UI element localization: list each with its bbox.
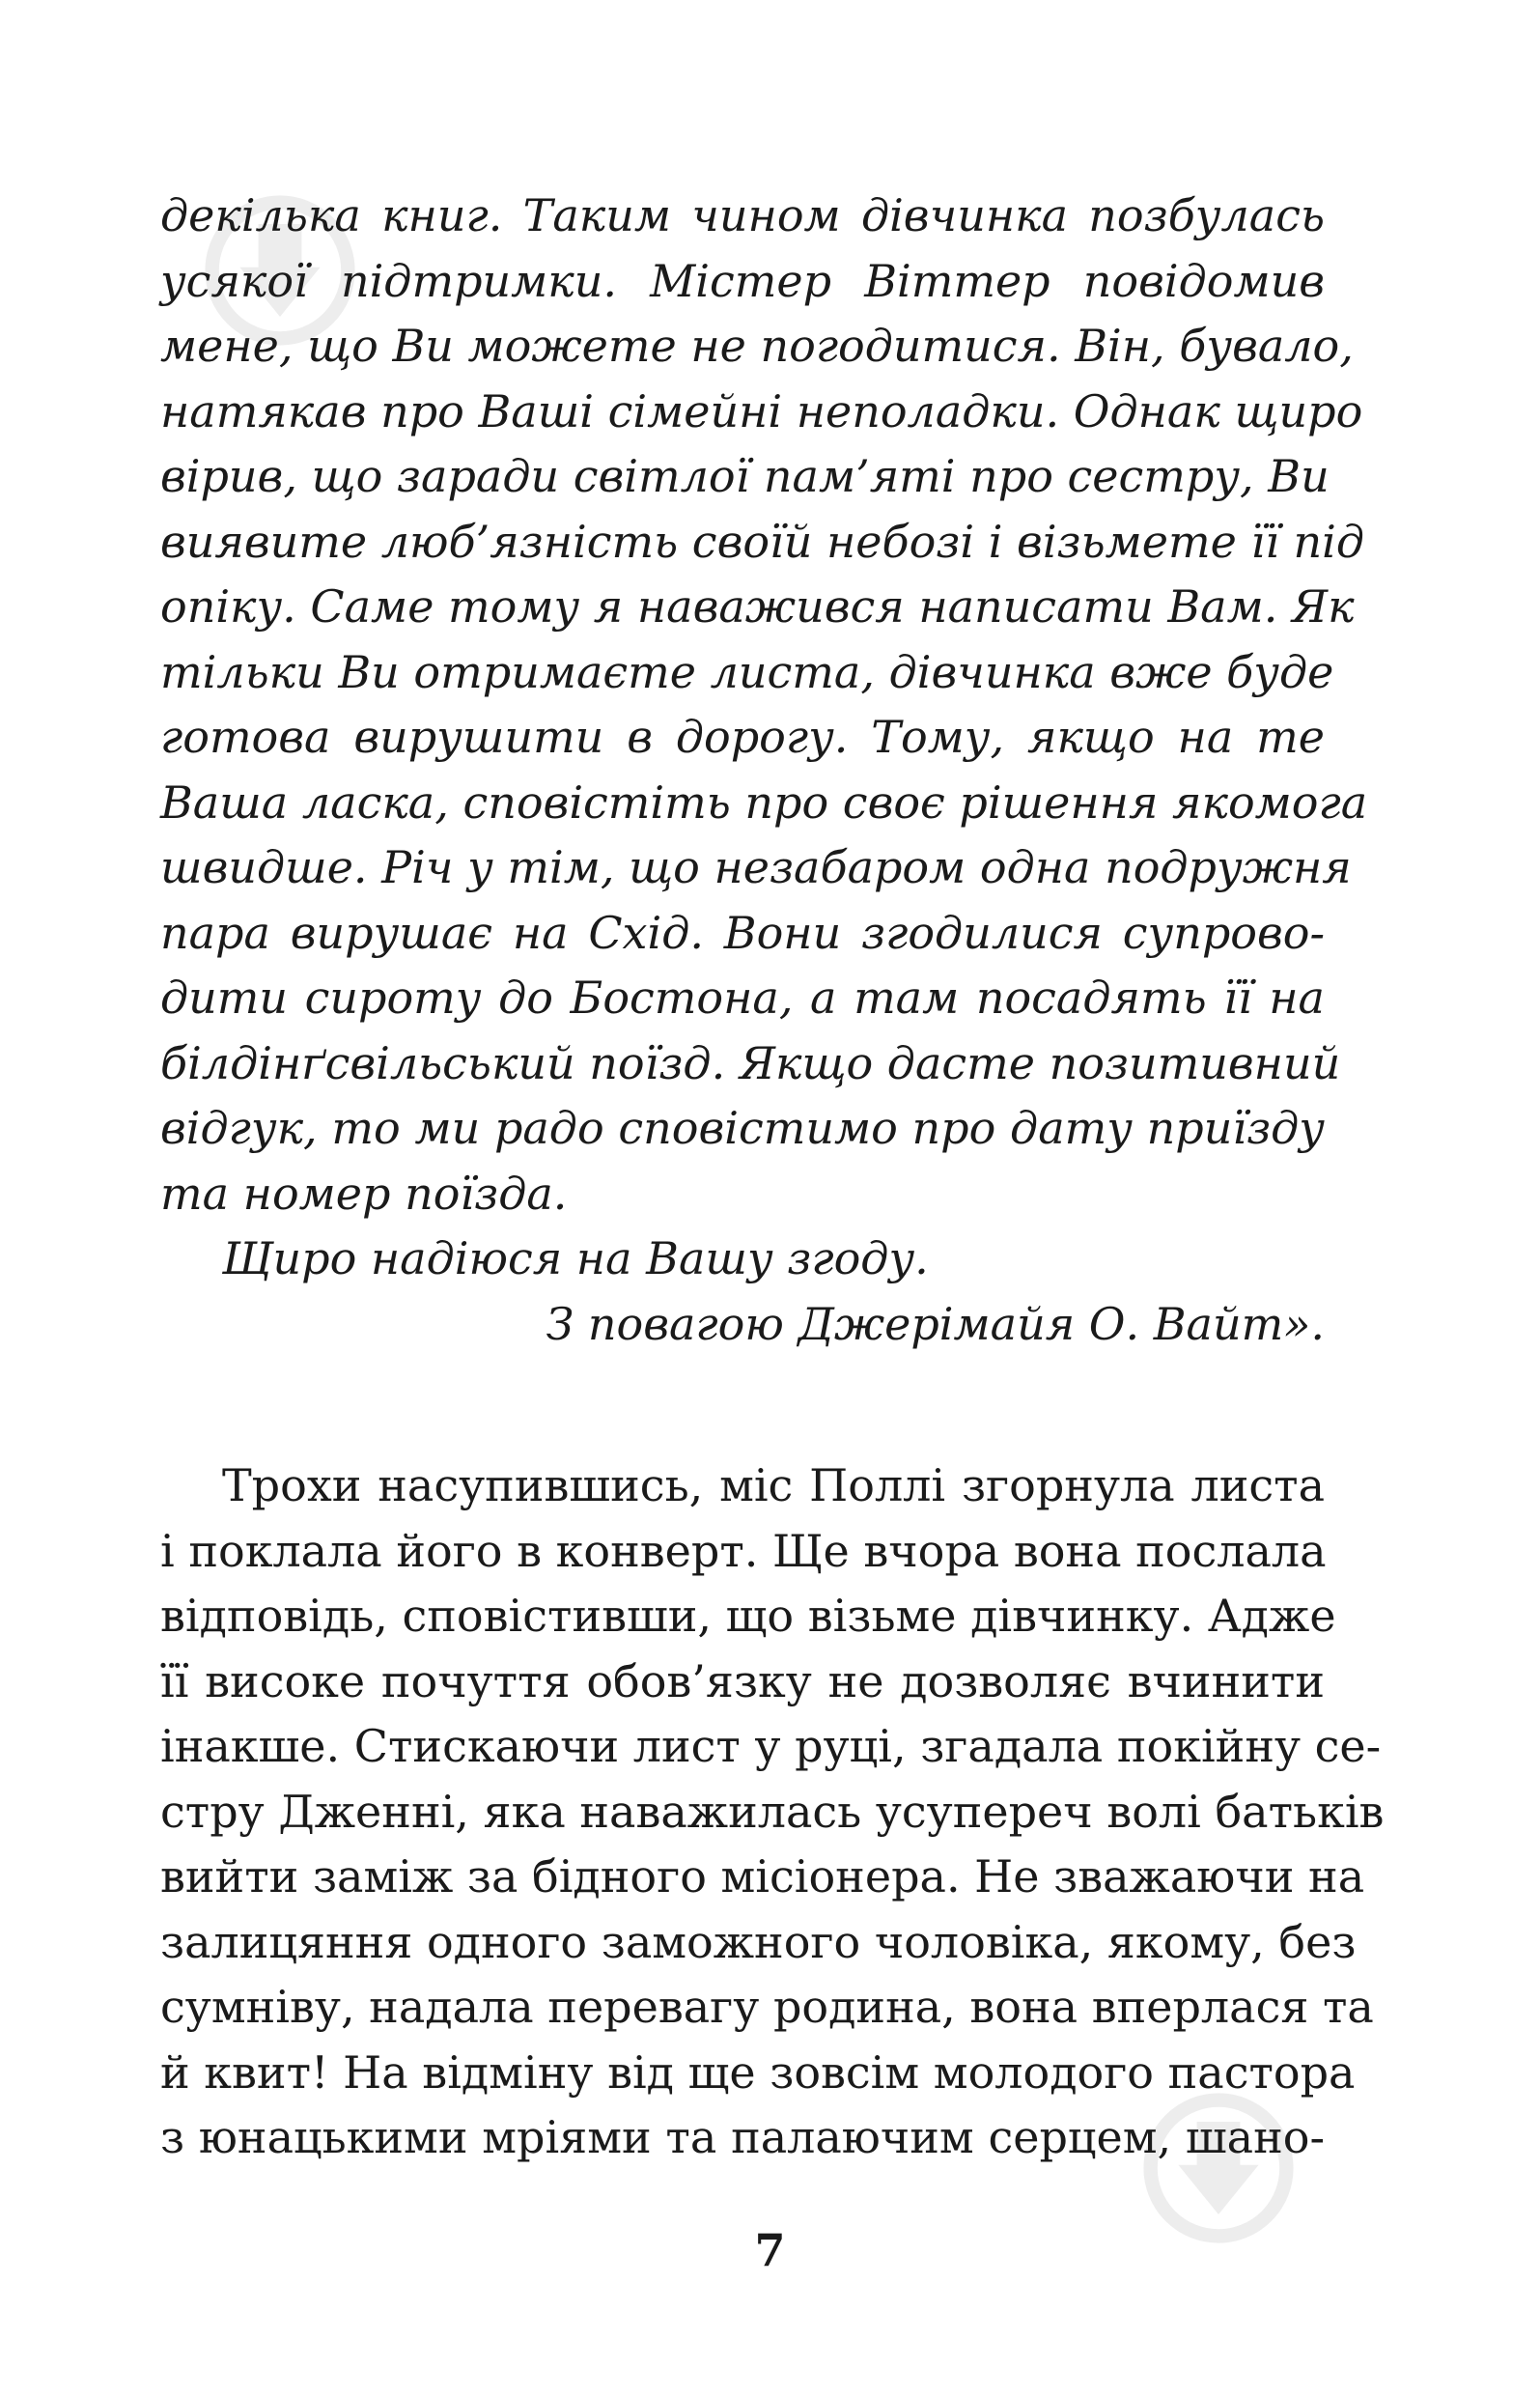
letter-line: вірив, що заради світлої пам’яті про сестру, Ви xyxy=(160,450,1330,502)
paragraph-line: і поклала його в конверт. Ще вчора вона послала xyxy=(160,1524,1327,1577)
paragraph-line: інакше. Стискаючи лист у руці, згадала покійну се- xyxy=(160,1720,1382,1772)
paragraph-line: сумніву, надала перевагу родина, вона вперлася та xyxy=(160,1981,1374,2033)
letter-line: усякої підтримки. Містер Віттер повідомив xyxy=(160,254,1325,307)
page-number: 7 xyxy=(754,2224,786,2276)
paragraph-line: й квит! На відміну від ще зовсім молодого пастора xyxy=(160,2045,1356,2099)
paragraph-line: стру Дженні, яка наважилась усупереч волі батьків xyxy=(160,1785,1385,1838)
paragraph-line: Трохи насупившись, міс Поллі згорнула листа xyxy=(222,1459,1325,1511)
narrative-paragraph xyxy=(160,1453,1385,2171)
letter-line: виявите люб’язність своїй небозі і візьмете її під xyxy=(160,515,1365,568)
letter-line: швидше. Річ у тім, що незабаром одна подружня xyxy=(160,841,1352,893)
paragraph-line: вийти заміж за бідного місіонера. Не зважаючи на xyxy=(160,1850,1365,1903)
letter-line: Ваша ласка, сповістіть про своє рішення якомога xyxy=(160,775,1368,829)
paragraph-line: відповідь, сповістивши, що візьме дівчинку. Адже xyxy=(160,1590,1336,1642)
letter-closing: Щиро надіюся на Вашу згоду. xyxy=(222,1232,929,1284)
letter-line: та номер поїзда. xyxy=(160,1167,568,1220)
letter-line: дити сироту до Бостона, а там посадять її на xyxy=(160,972,1325,1024)
letter-line: мене, що Ви можете не погодитися. Він, бувало, xyxy=(160,320,1354,372)
letter-line: декілька книг. Таким чином дівчинка позбулась xyxy=(160,189,1325,241)
letter-line: натякав про Ваші сімейні неполадки. Однак щиро xyxy=(160,384,1363,437)
letter-line: опіку. Саме тому я наважився написати Вам. Як xyxy=(160,580,1355,633)
letter-signature: З повагою Джерімайя О. Вайт». xyxy=(546,1297,1325,1350)
letter-text xyxy=(160,183,1368,1357)
letter-line: тільки Ви отримаєте листа, дівчинка вже буде xyxy=(160,645,1334,698)
page-body xyxy=(160,183,1385,2171)
paragraph-line: з юнацькими мріями та палаючим серцем, шано- xyxy=(160,2111,1325,2163)
paragraph-line: залицяння одного заможного чоловіка, якому, без xyxy=(160,1915,1357,1968)
letter-line: білдінґсвільський поїзд. Якщо дасте позитивний xyxy=(160,1036,1341,1089)
letter-line: пара вирушає на Схід. Вони згодилися супрово- xyxy=(160,906,1325,959)
letter-line: готова вирушити в дорогу. Тому, якщо на те xyxy=(160,711,1325,763)
letter-line: відгук, то ми радо сповістимо про дату приїзду xyxy=(160,1102,1325,1154)
paragraph-line: її високе почуття обов’язку не дозволяє вчинити xyxy=(160,1654,1325,1707)
